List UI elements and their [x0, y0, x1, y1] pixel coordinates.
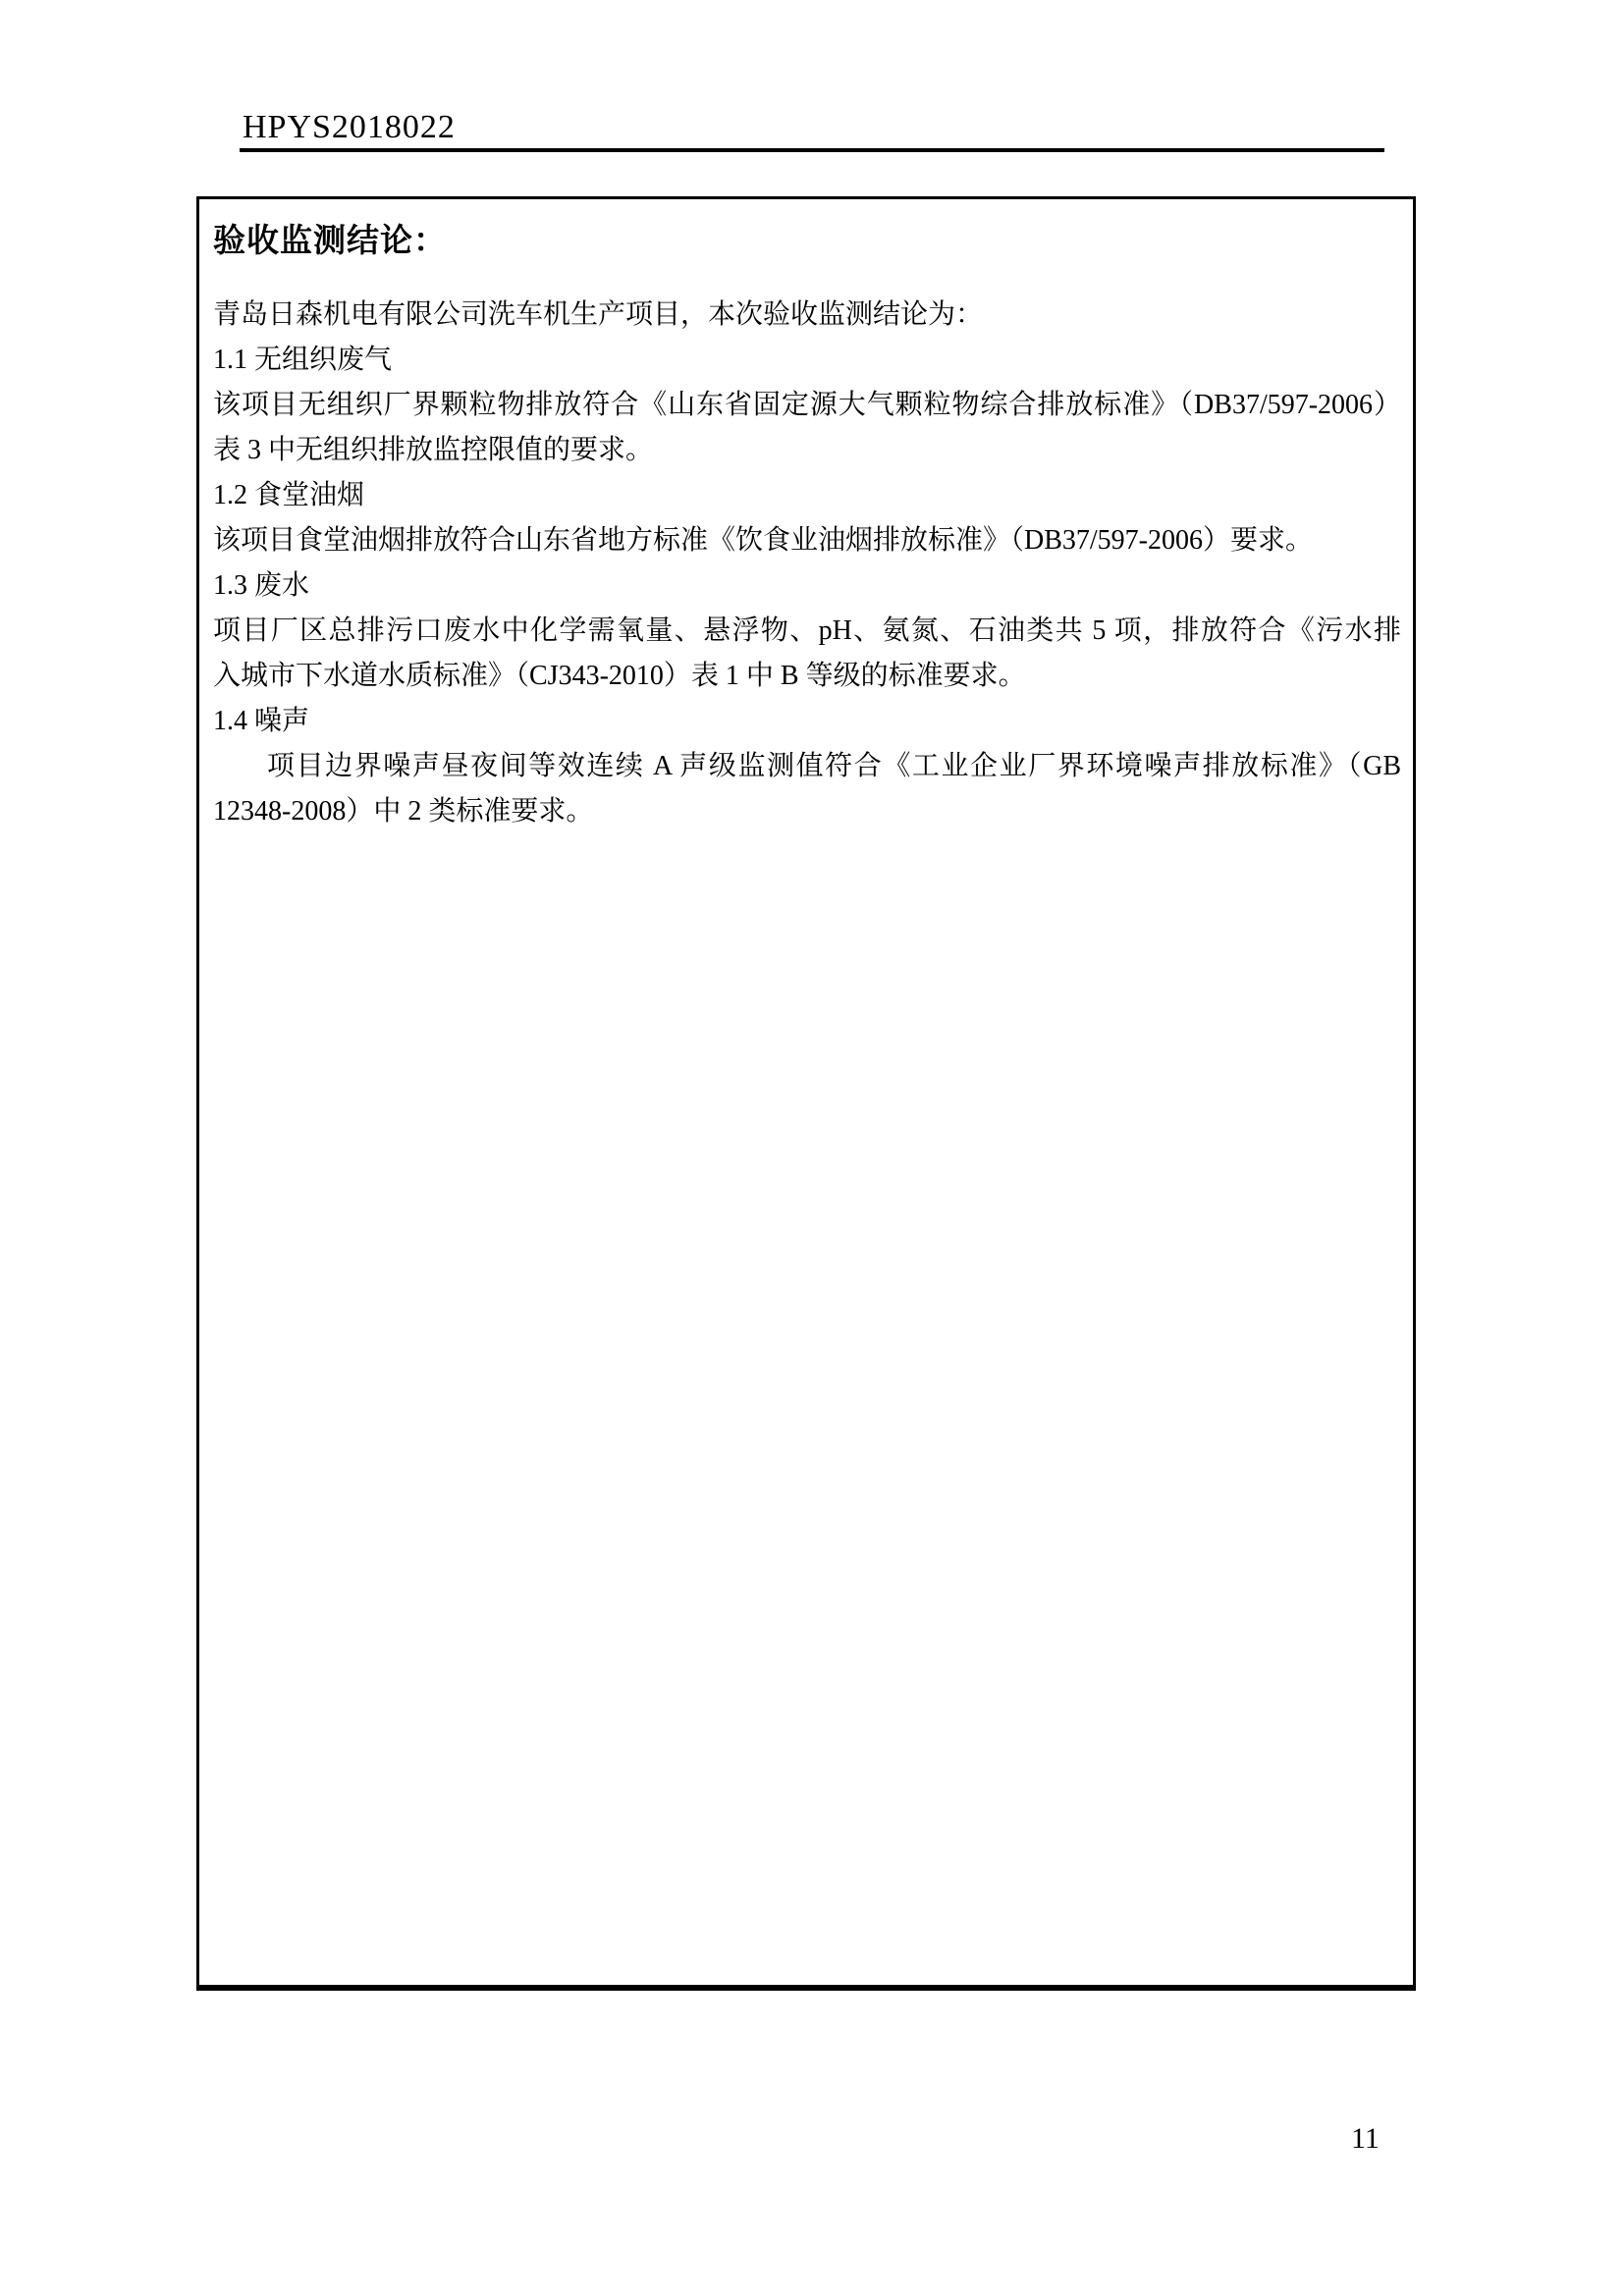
section-heading-fugitive-gas: 1.1 无组织废气 — [213, 345, 393, 375]
header-document-code: HPYS2018022 — [243, 109, 456, 145]
page-number: 11 — [1351, 2122, 1380, 2155]
conclusion-box — [196, 196, 1416, 1991]
section-noise-line-2: 12348-2008）中 2 类标准要求。 — [213, 796, 594, 827]
section-wastewater-line-1: 项目厂区总排污口废水中化学需氧量、悬浮物、pH、氨氮、石油类共 5 项，排放符合《污水排 — [213, 615, 1401, 646]
section-fugitive-gas-line-2: 表 3 中无组织排放监控限值的要求。 — [213, 435, 654, 465]
section-canteen-fume-line-1: 该项目食堂油烟排放符合山东省地方标准《饮食业油烟排放标准》（DB37/597-2006）要求。 — [213, 525, 1314, 556]
section-heading-canteen-fume: 1.2 食堂油烟 — [213, 480, 365, 510]
header-rule — [240, 148, 1384, 152]
section-wastewater-line-2: 入城市下水道水质标准》（CJ343-2010）表 1 中 B 等级的标准要求。 — [213, 661, 1026, 691]
intro-line: 青岛日森机电有限公司洗车机生产项目，本次验收监测结论为： — [213, 299, 984, 330]
conclusion-title: 验收监测结论： — [213, 224, 447, 259]
section-heading-noise: 1.4 噪声 — [213, 706, 310, 736]
section-fugitive-gas-line-1: 该项目无组织厂界颗粒物排放符合《山东省固定源大气颗粒物综合排放标准》（DB37/597-2006） — [213, 390, 1401, 420]
section-heading-wastewater: 1.3 废水 — [213, 570, 310, 601]
section-noise-line-1: 项目边界噪声昼夜间等效连续 A 声级监测值符合《工业企业厂界环境噪声排放标准》（GB — [267, 751, 1401, 781]
conclusion-body — [213, 293, 1401, 834]
